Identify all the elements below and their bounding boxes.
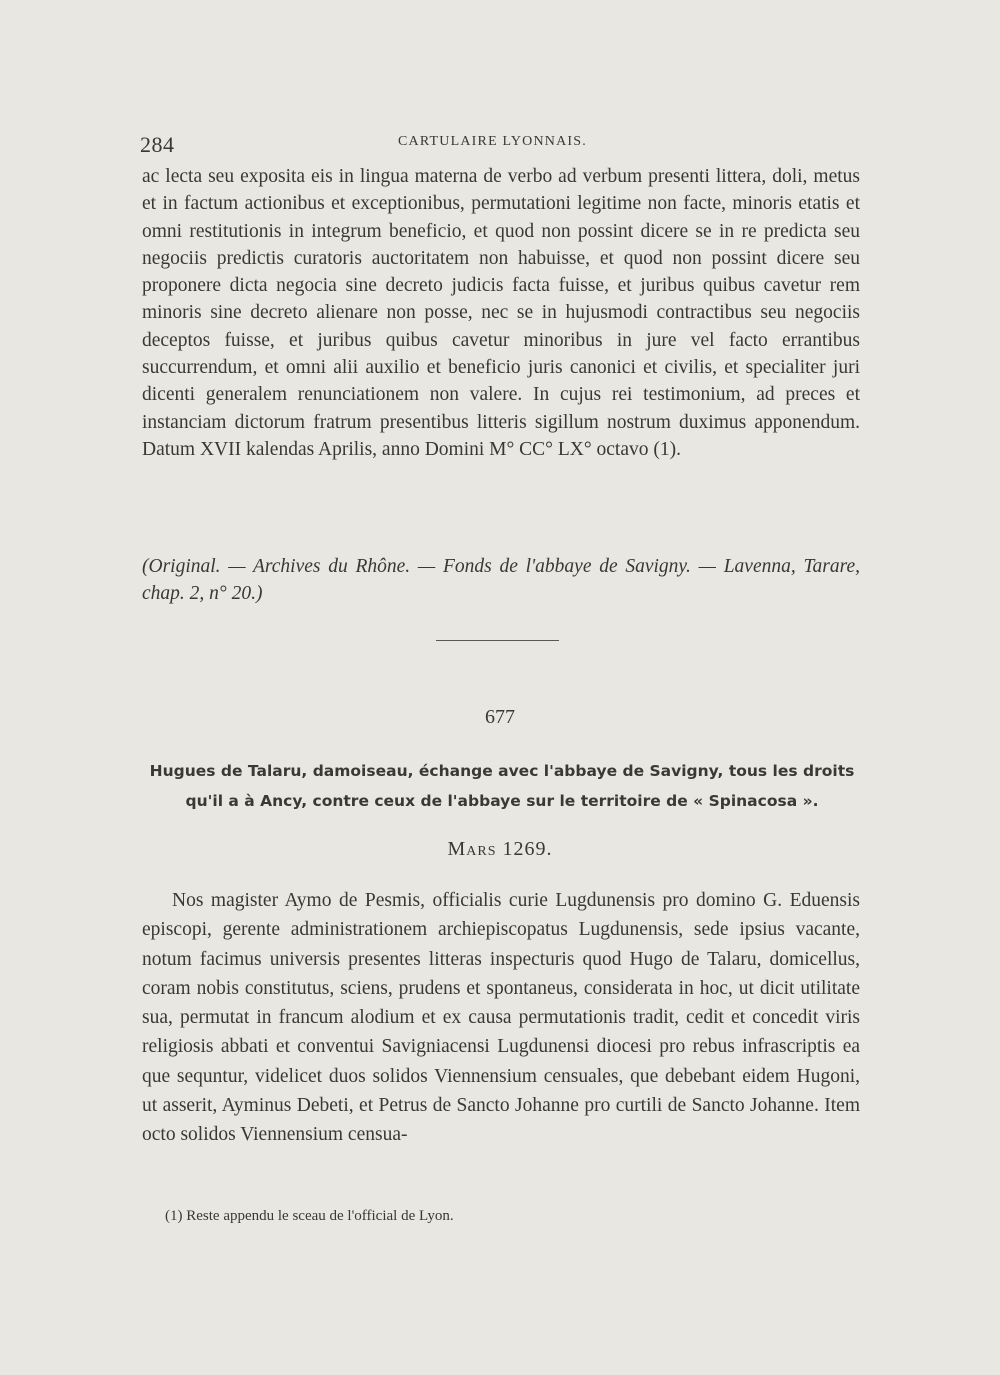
charter-summary: Hugues de Talaru, damoiseau, échange avec l'abbaye de Savigny, tous les droits qu'il a à Ancy, contre ceux de l'abbaye sur le territoire de « Spinacosa ».: [149, 762, 855, 810]
charter-date: [0, 838, 1000, 861]
running-title: CARTULAIRE LYONNAIS.: [398, 134, 587, 149]
source-note: (Original. — Archives du Rhône. — Fonds de l'abbaye de Savigny. — Lavenna, Tarare, chap. 2, n° 20.): [142, 556, 860, 604]
charter-date-text: Mars 1269.: [447, 838, 553, 860]
page-number: 284: [140, 132, 175, 157]
charter-text: Nos magister Aymo de Pesmis, officialis curie Lugdunensis pro domino G. Eduensis episcopi, gerente administrationem archiepiscopatus Lugdunensis, sede ipsius vacante, notum facimus universis presentes litteras inspecturis quod Hugo de Talaru, domicellus, coram nobis constitutus, sciens, prudens et spontaneus, considerata in hoc, ut dicit utilitate sua, permutat in francum alodium et ex causa permutationis tradit, cedit et concedit viris religiosis abbati et conventui Savigniacensi Lugdunensi diocesi pro rebus infrascriptis ea que sequntur, videlicet duos solidos Viennensium censuales, que debebant eidem Hugoni, ut asserit, Ayminus Debeti, et Petrus de Sancto Johanne pro curtili de Sancto Johanne. Item octo solidos Viennensium censua-: [142, 890, 860, 1146]
continuation-text: ac lecta seu exposita eis in lingua materna de verbo ad verbum presenti littera, doli, metus et in factum actionibus et exceptionibus, permutationi legitime non facte, minoris etatis et omni restitutionis in integrum beneficio, et quod non possint dicere se in re predicta seu negociis predictis curatoris auctoritatem non habuisse, et quod non possint dicere seu proponere dicta negocia sine decreto judicis facta fuisse, et juribus quibus cavetur rem minoris sine decreto alienare non posse, nec se in hujusmodi contractibus seu negociis deceptos fuisse, et juribus quibus cavetur minoribus in jure vel facto errantibus succurrendum, et omni alii auxilio et beneficio juris canonici et civilis, et specialiter juri dicenti generalem renunciationem non valere. In cujus rei testimonium, ad preces et instanciam dictorum fratrum presentibus litteris sigillum nostrum duximus apponendum. Datum XVII kalendas Aprilis, anno Domini M° CC° LX° octavo (1).: [142, 166, 860, 460]
charter-number: 677: [485, 706, 515, 728]
section-divider: [436, 640, 559, 641]
footnote: (1) Reste appendu le sceau de l'official de Lyon.: [165, 1208, 454, 1224]
